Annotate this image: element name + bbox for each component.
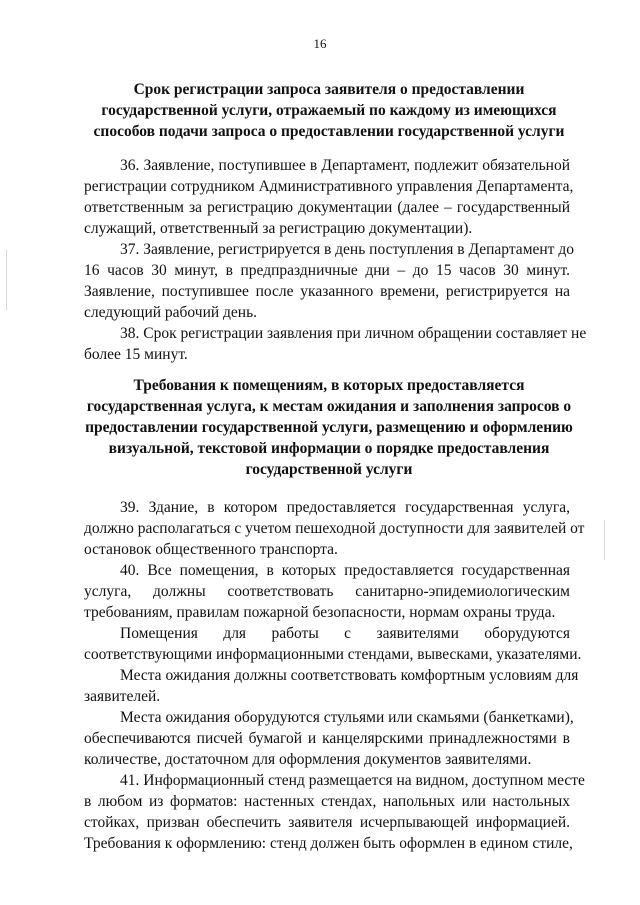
paragraph-line: услуга, должны соответствовать санитарно-эпидемиологическим xyxy=(84,583,570,600)
paragraph-line: следующий рабочий день. xyxy=(84,304,258,321)
scan-artifact xyxy=(604,520,605,560)
paragraph-37 xyxy=(84,239,574,323)
paragraph-line: 38. Срок регистрации заявления при личном обращении составляет не xyxy=(120,325,587,342)
paragraph-40 xyxy=(84,560,570,623)
paragraph-line: служащий, ответственный за регистрацию документации). xyxy=(84,220,473,237)
paragraph-38 xyxy=(84,323,587,365)
paragraph-line: заявителей. xyxy=(84,688,161,705)
paragraph-line: остановок общественного транспорта. xyxy=(84,541,338,558)
paragraph-line: должно располагаться с учетом пешеходной доступности для заявителей от xyxy=(84,520,585,537)
section-heading-premises-requirements xyxy=(84,375,574,480)
heading-line: визуальной, текстовой информации о порядке предоставления xyxy=(108,440,550,457)
paragraph-line: Места ожидания должны соответствовать комфортным условиям для xyxy=(120,667,579,684)
scan-artifact xyxy=(6,250,7,310)
paragraph-line: 37. Заявление, регистрируется в день поступления в Департамент до xyxy=(120,241,574,258)
heading-line: способов подачи запроса о предоставлении государственной услуги xyxy=(93,123,565,140)
paragraph-line: количестве, достаточном для оформления документов заявителями. xyxy=(84,751,532,768)
paragraph-line: требованиям, правилам пожарной безопасности, нормам охраны труда. xyxy=(84,604,556,621)
heading-line: государственной услуги xyxy=(245,461,413,478)
paragraph-line: Помещения для работы с заявителями оборудуются xyxy=(120,625,570,642)
paragraph-line: 41. Информационный стенд размещается на видном, доступном месте xyxy=(120,772,585,789)
paragraph-line: 39. Здание, в котором предоставляется государственная услуга, xyxy=(120,499,570,516)
paragraph-39 xyxy=(84,497,585,560)
paragraph-line: более 15 минут. xyxy=(84,346,188,363)
paragraph-line: обеспечиваются писчей бумагой и канцелярскими принадлежностями в xyxy=(84,730,570,747)
paragraph-line: Требования к оформлению: стенд должен быть оформлен в едином стиле, xyxy=(84,835,573,852)
paragraph-line: Заявление, поступившее после указанного времени, регистрируется на xyxy=(84,283,570,300)
paragraph-line: 36. Заявление, поступившее в Департамент, подлежит обязательной xyxy=(120,157,570,174)
paragraph-line: 16 часов 30 минут, в предпраздничные дни – до 15 часов 30 минут. xyxy=(84,262,570,279)
paragraph-36 xyxy=(84,155,574,239)
heading-line: государственной услуги, отражаемый по каждому из имеющихся xyxy=(101,102,557,119)
paragraph-line: Места ожидания оборудуются стульями или скамьями (банкетками), xyxy=(120,709,574,726)
paragraph-41 xyxy=(84,770,585,854)
paragraph-40-waiting-equipment xyxy=(84,707,574,770)
paragraph-line: стойках, призван обеспечить заявителя исчерпывающей информацией. xyxy=(84,814,570,831)
page-number: 16 xyxy=(313,36,327,51)
paragraph-line: регистрации сотрудником Административного управления Департамента, xyxy=(84,178,574,195)
paragraph-40-waiting-places xyxy=(84,665,579,707)
section-heading-registration-term xyxy=(84,79,574,142)
paragraph-line: 40. Все помещения, в которых предоставляется государственная xyxy=(120,562,570,579)
paragraph-line: в любом из форматов: настенных стендах, напольных или настольных xyxy=(84,793,570,810)
paragraph-line: ответственным за регистрацию документации (далее – государственный xyxy=(84,199,570,216)
paragraph-line: соответствующими информационными стендами, вывесками, указателями. xyxy=(84,646,582,663)
heading-line: государственная услуга, к местам ожидания и заполнения запросов о xyxy=(86,398,572,415)
heading-line: предоставлении государственной услуги, размещению и оформлению xyxy=(85,419,573,436)
heading-line: Срок регистрации запроса заявителя о предоставлении xyxy=(133,81,525,98)
heading-line: Требования к помещениям, в которых предоставляется xyxy=(133,377,525,394)
paragraph-40-premises xyxy=(84,623,582,665)
